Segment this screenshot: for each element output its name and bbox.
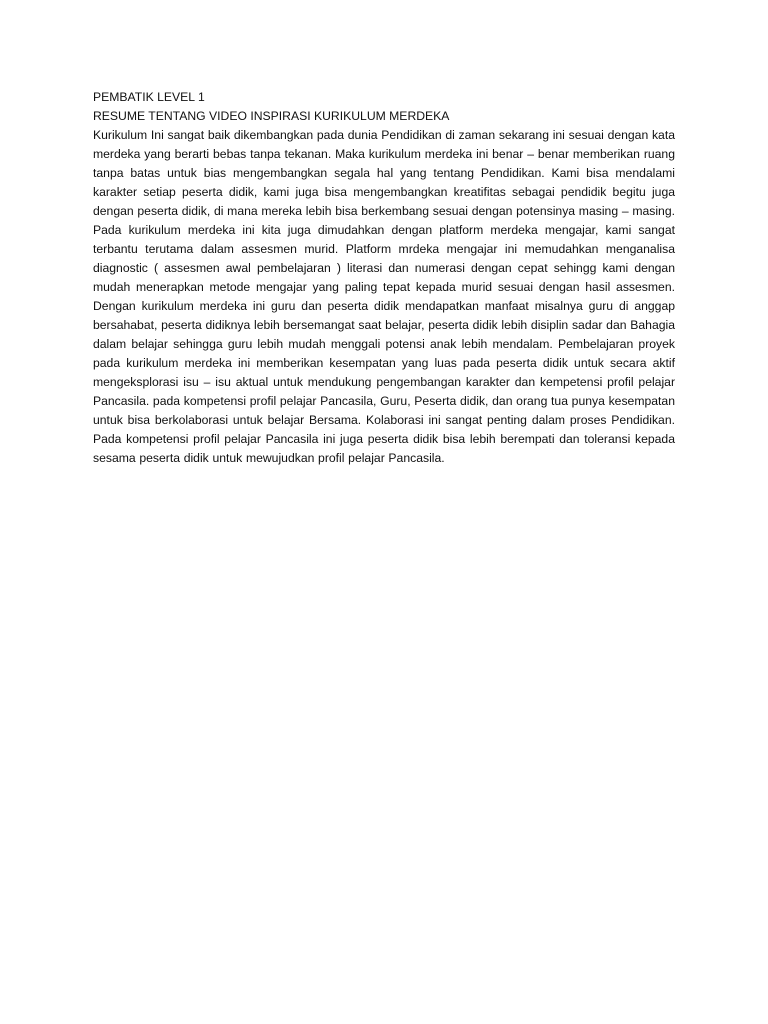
document-title: RESUME TENTANG VIDEO INSPIRASI KURIKULUM MERDEKA	[93, 109, 450, 123]
document-body: Kurikulum Ini sangat baik dikembangkan pada dunia Pendidikan di zaman sekarang ini sesuai dengan kata merdeka yang berarti bebas tanpa tekanan. Maka kurikulum merdeka ini benar – benar memberikan ruang tanpa batas untuk bias mengembangkan segala hal yang tentang Pendidikan. Kami bisa mendalami karakter setiap peserta didik, kami juga bisa mengembangkan kreatifitas sebagai pendidik begitu juga dengan peserta didik, di mana mereka lebih bisa berkembang sesuai dengan potensinya masing – masing. Pada kurikulum merdeka ini kita juga dimudahkan dengan platform merdeka mengajar, kami sangat terbantu terutama dalam assesmen murid. Platform mrdeka mengajar ini memudahkan menganalisa diagnostic ( assesmen awal pembelajaran ) literasi dan numerasi dengan cepat sehingg kami dengan mudah menerapkan metode mengajar yang paling tepat kepada murid sesuai dengan hasil assesmen. Dengan kurikulum merdeka ini guru dan peserta didik mendapatkan manfaat misalnya guru di anggap bersahabat, peserta didiknya lebih bersemangat saat belajar, peserta didik lebih disiplin sadar dan Bahagia dalam belajar sehingga guru lebih mudah menggali potensi anak lebih mendalam. Pembelajaran proyek pada kurikulum merdeka ini memberikan kesempatan yang luas pada peserta didik untuk secara aktif mengeksplorasi isu – isu aktual untuk mendukung pengembangan karakter dan kempetensi profil pelajar Pancasila. pada kompetensi profil pelajar Pancasila, Guru, Peserta didik, dan orang tua punya kesempatan untuk bisa berkolaborasi untuk belajar Bersama. Kolaborasi ini sangat penting dalam proses Pendidikan. Pada kompetensi profil pelajar Pancasila ini juga peserta didik bisa lebih berempati dan toleransi kepada sesama peserta didik untuk mewujudkan profil pelajar Pancasila.	[93, 128, 675, 465]
document-header: PEMBATIK LEVEL 1	[93, 90, 205, 104]
document-content	[93, 88, 675, 468]
